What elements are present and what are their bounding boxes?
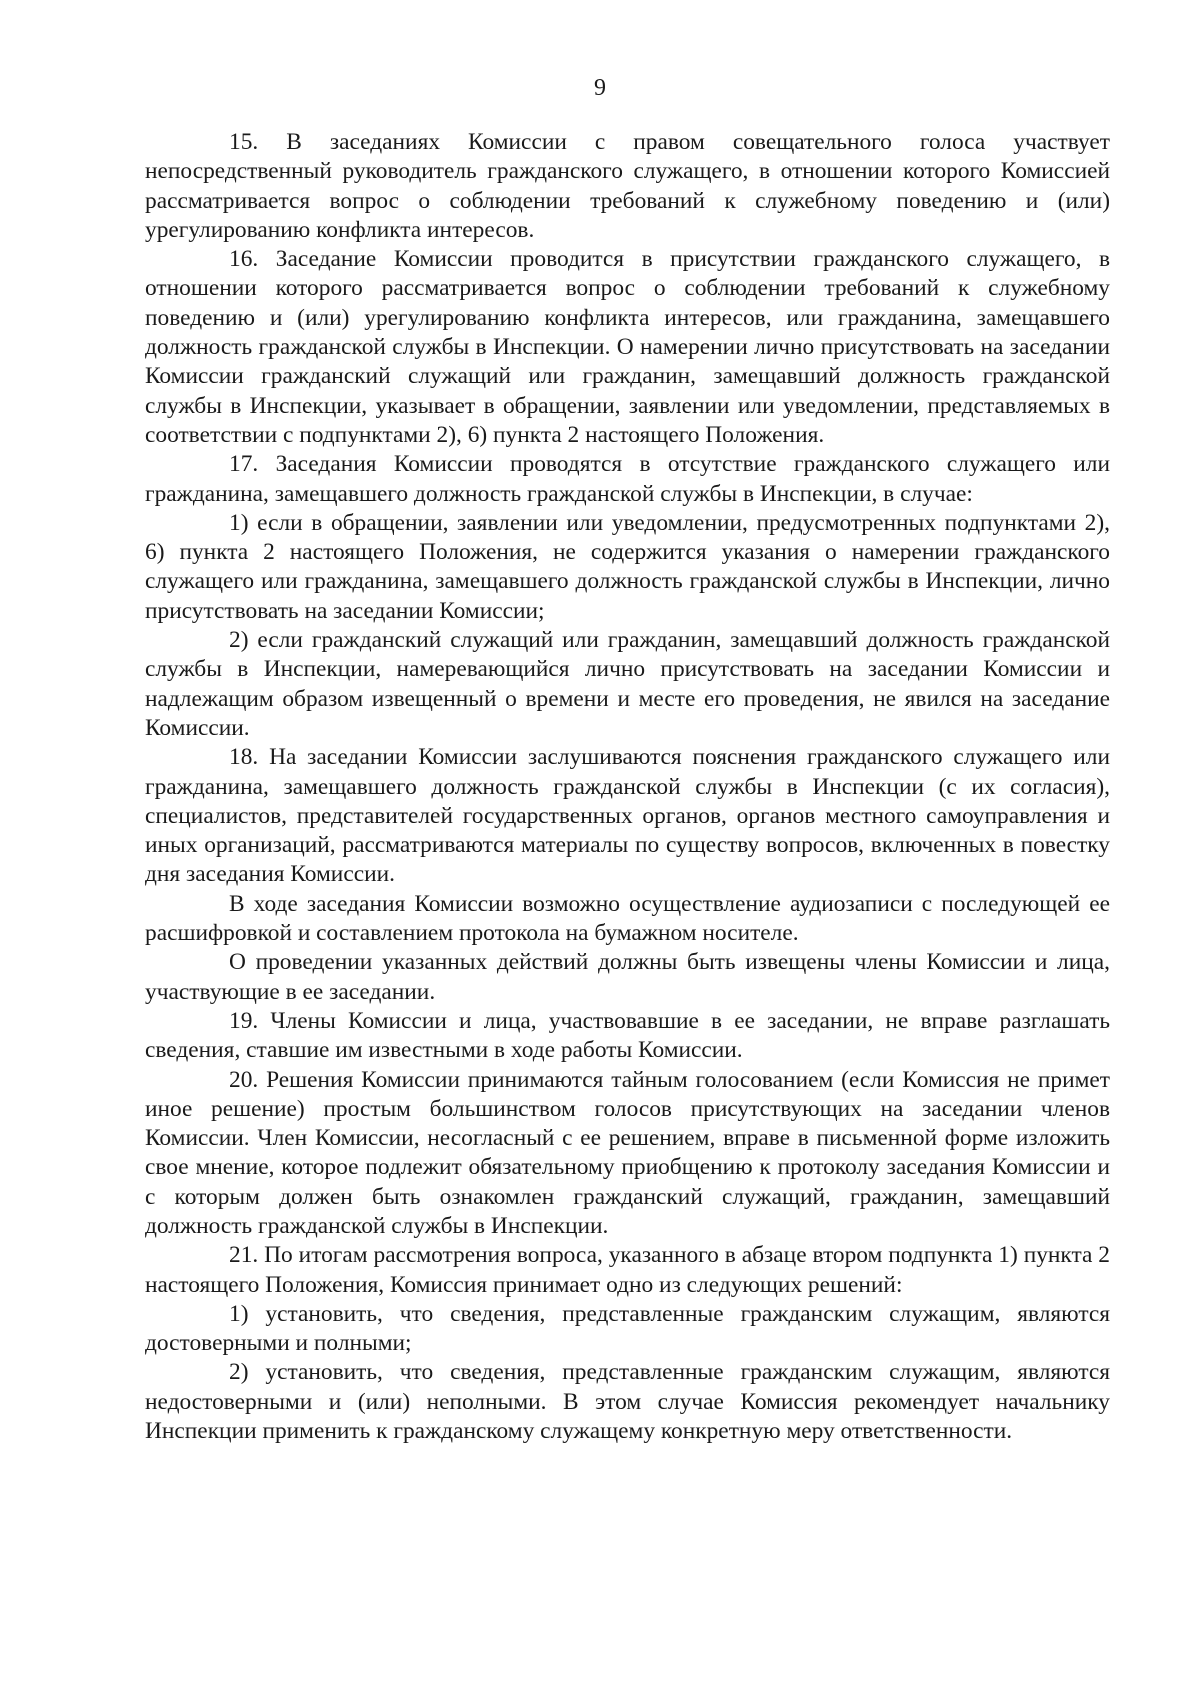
- paragraph-21-item-2: 2) установить, что сведения, представленные гражданским служащим, являются недостоверными и (или) неполными. В этом случае Комиссия рекомендует начальнику Инспекции применить к гражданскому служащему конкретную меру ответственности.: [145, 1359, 1110, 1445]
- paragraph-15: 15. В заседаниях Комиссии с правом совещательного голоса участвует непосредственный руководитель гражданского служащего, в отношении которого Комиссией рассматривается вопрос о соблюдении требований к служебному поведению и (или) урегулированию конфликта интересов.: [145, 129, 1110, 243]
- page-number: 9: [594, 75, 606, 101]
- paragraph-20: 20. Решения Комиссии принимаются тайным голосованием (если Комиссия не примет иное решение) простым большинством голосов присутствующих на заседании членов Комиссии. Член Комиссии, несогласный с ее решением, вправе в письменной форме изложить свое мнение, которое подлежит обязательному приобщению к протоколу заседания Комиссии и с которым должен быть ознакомлен гражданский служащий, гражданин, замещавший должность гражданской службы в Инспекции.: [145, 1066, 1110, 1239]
- paragraph-21: 21. По итогам рассмотрения вопроса, указанного в абзаце втором подпункта 1) пункта 2 настоящего Положения, Комиссия принимает одно из следующих решений:: [145, 1242, 1110, 1298]
- paragraph-18-notice: О проведении указанных действий должны быть извещены члены Комиссии и лица, участвующие в ее заседании.: [145, 949, 1110, 1005]
- document-body: [145, 128, 1110, 1446]
- paragraph-21-item-1: 1) установить, что сведения, представленные гражданским служащим, являются достоверными и полными;: [145, 1300, 1110, 1357]
- paragraph-18: 18. На заседании Комиссии заслушиваются пояснения гражданского служащего или гражданина, замещавшего должность гражданской службы в Инспекции (с их согласия), специалистов, представителей государственных органов, органов местного самоуправления и иных организаций, рассматриваются материалы по существу вопросов, включенных в повестку дня заседания Комиссии.: [145, 744, 1110, 888]
- paragraph-17: 17. Заседания Комиссии проводятся в отсутствие гражданского служащего или гражданина, замещавшего должность гражданской службы в Инспекции, в случае:: [145, 451, 1110, 507]
- paragraph-18-audio: В ходе заседания Комиссии возможно осуществление аудиозаписи с последующей ее расшифровкой и составлением протокола на бумажном носителе.: [145, 890, 1110, 947]
- paragraph-19: 19. Члены Комиссии и лица, участвовавшие в ее заседании, не вправе разглашать сведения, ставшие им известными в ходе работы Комиссии.: [145, 1007, 1110, 1064]
- paragraph-17-item-1: 1) если в обращении, заявлении или уведомлении, предусмотренных подпунктами 2), 6) пункта 2 настоящего Положения, не содержится указания о намерении гражданского служащего или гражданина, замещавшего должность гражданской службы в Инспекции, лично присутствовать на заседании Комиссии;: [145, 509, 1110, 624]
- paragraph-16: 16. Заседание Комиссии проводится в присутствии гражданского служащего, в отношении которого рассматривается вопрос о соблюдении требований к служебному поведению и (или) урегулированию конфликта интересов, или гражданина, замещавшего должность гражданской службы в Инспекции. О намерении лично присутствовать на заседании Комиссии гражданский служащий или гражданин, замещавший должность гражданской службы в Инспекции, указывает в обращении, заявлении или уведомлении, представляемых в соответствии с подпунктами 2), 6) пункта 2 настоящего Положения.: [145, 246, 1110, 448]
- paragraph-17-item-2: 2) если гражданский служащий или гражданин, замещавший должность гражданской службы в Инспекции, намеревающийся лично присутствовать на заседании Комиссии и надлежащим образом извещенный о времени и месте его проведения, не явился на заседание Комиссии.: [145, 627, 1110, 741]
